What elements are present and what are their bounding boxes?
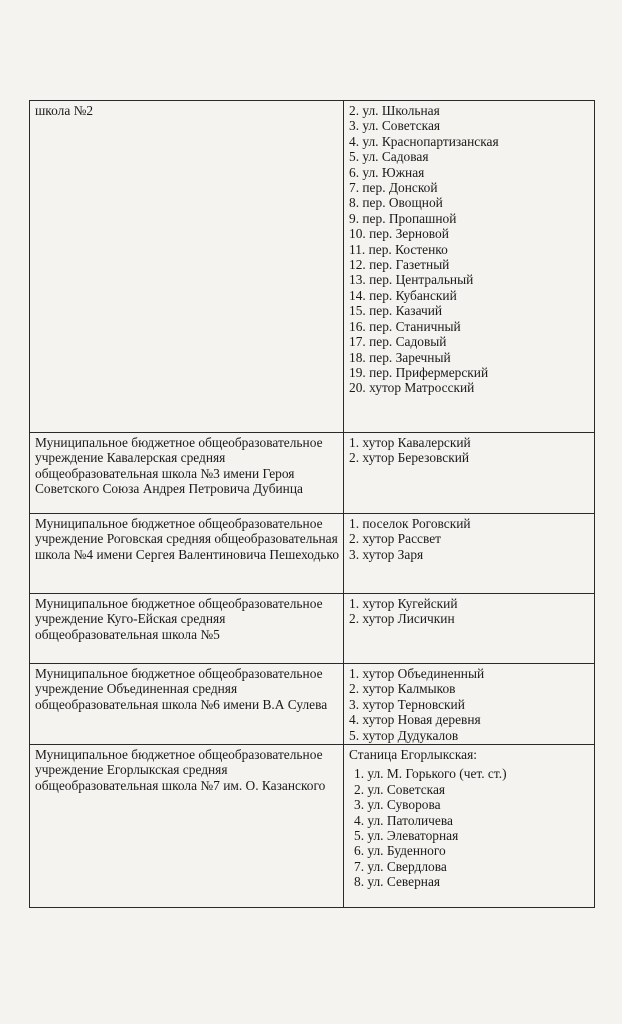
address-item: 6. ул. Буденного — [354, 843, 446, 859]
address-item: 4. ул. Краснопартизанская — [349, 133, 499, 149]
schools-addresses-table — [29, 100, 595, 908]
address-item: 15. пер. Казачий — [349, 303, 443, 319]
school-cell — [30, 664, 344, 745]
table-row — [30, 664, 595, 745]
address-item: 2. ул. Школьная — [349, 103, 440, 118]
address-item: 4. хутор Новая деревня — [349, 712, 481, 728]
school-name: Муниципальное бюджетное общеобразовательное учреждение Егорлыкская средняя общеобразовательная школа №7 им. О. Казанского — [35, 747, 326, 793]
address-item: 5. ул. Садовая — [349, 149, 429, 165]
address-item: 8. пер. Овощной — [349, 195, 443, 211]
address-item: 1. хутор Кавалерский — [349, 435, 471, 450]
address-item: 10. пер. Зерновой — [349, 226, 449, 242]
address-item: 18. пер. Заречный — [349, 349, 451, 365]
table-row — [30, 594, 595, 664]
table-row — [30, 514, 595, 594]
address-item: 12. пер. Газетный — [349, 257, 450, 273]
address-item: 11. пер. Костенко — [349, 241, 448, 257]
school-cell — [30, 433, 344, 514]
address-item: 2. хутор Лисичкин — [349, 611, 455, 627]
address-item: 20. хутор Матросский — [349, 380, 475, 396]
school-name: Муниципальное бюджетное общеобразовательное учреждение Объединенная средняя общеобразовательная школа №6 имени В.А Сулева — [35, 666, 328, 712]
school-cell — [30, 514, 344, 594]
settlement-heading: Станица Егорлыкская: — [349, 747, 477, 763]
address-item: 17. пер. Садовый — [349, 334, 447, 350]
table-row — [30, 745, 595, 908]
address-item: 2. хутор Березовский — [349, 450, 470, 466]
address-item: 3. хутор Заря — [349, 546, 424, 562]
table-row — [30, 101, 595, 433]
address-item: 5. хутор Дудукалов — [349, 727, 459, 743]
address-item: 2. ул. Советская — [354, 781, 446, 797]
address-item: 7. пер. Донской — [349, 180, 438, 196]
address-item: 9. пер. Пропашной — [349, 210, 457, 226]
addresses-cell — [344, 433, 595, 514]
address-item: 3. ул. Советская — [349, 118, 441, 134]
address-item: 1. поселок Роговский — [349, 516, 471, 531]
address-item: 2. хутор Калмыков — [349, 681, 456, 697]
address-item: 3. ул. Суворова — [354, 797, 441, 813]
addresses-cell — [344, 101, 595, 433]
addresses-cell — [344, 514, 595, 594]
address-item: 1. хутор Объединенный — [349, 666, 485, 681]
address-item: 19. пер. Прифермерский — [349, 364, 489, 380]
address-item: 8. ул. Северная — [354, 874, 441, 890]
table-row — [30, 433, 595, 514]
school-cell — [30, 101, 344, 433]
address-item: 3. хутор Терновский — [349, 696, 465, 712]
school-cell — [30, 594, 344, 664]
addresses-cell — [344, 664, 595, 745]
school-cell — [30, 745, 344, 908]
street-list — [349, 766, 590, 889]
address-item: 6. ул. Южная — [349, 164, 425, 180]
address-item: 16. пер. Станичный — [349, 318, 461, 334]
school-name: школа №2 — [35, 103, 94, 118]
address-item: 5. ул. Элеваторная — [354, 828, 459, 844]
address-item: 1. хутор Кугейский — [349, 596, 458, 611]
address-item: 7. ул. Свердлова — [354, 858, 447, 874]
addresses-cell — [344, 594, 595, 664]
address-item: 1. ул. М. Горького (чет. ст.) — [354, 766, 507, 782]
address-item: 4. ул. Патоличева — [354, 812, 453, 828]
address-item: 14. пер. Кубанский — [349, 287, 457, 303]
address-item: 13. пер. Центральный — [349, 272, 474, 288]
address-item: 2. хутор Рассвет — [349, 531, 442, 547]
school-name: Муниципальное бюджетное общеобразовательное учреждение Куго-Ейская средняя общеобразовательная школа №5 — [35, 596, 323, 642]
addresses-cell — [344, 745, 595, 908]
school-name: Муниципальное бюджетное общеобразовательное учреждение Кавалерская средняя общеобразовательная школа №3 имени Героя Советского Союза Андрея Петровича Дубинца — [35, 435, 323, 497]
school-name: Муниципальное бюджетное общеобразовательное учреждение Роговская средняя общеобразовательная школа №4 имени Сергея Валентиновича Пешеходько — [35, 516, 340, 562]
